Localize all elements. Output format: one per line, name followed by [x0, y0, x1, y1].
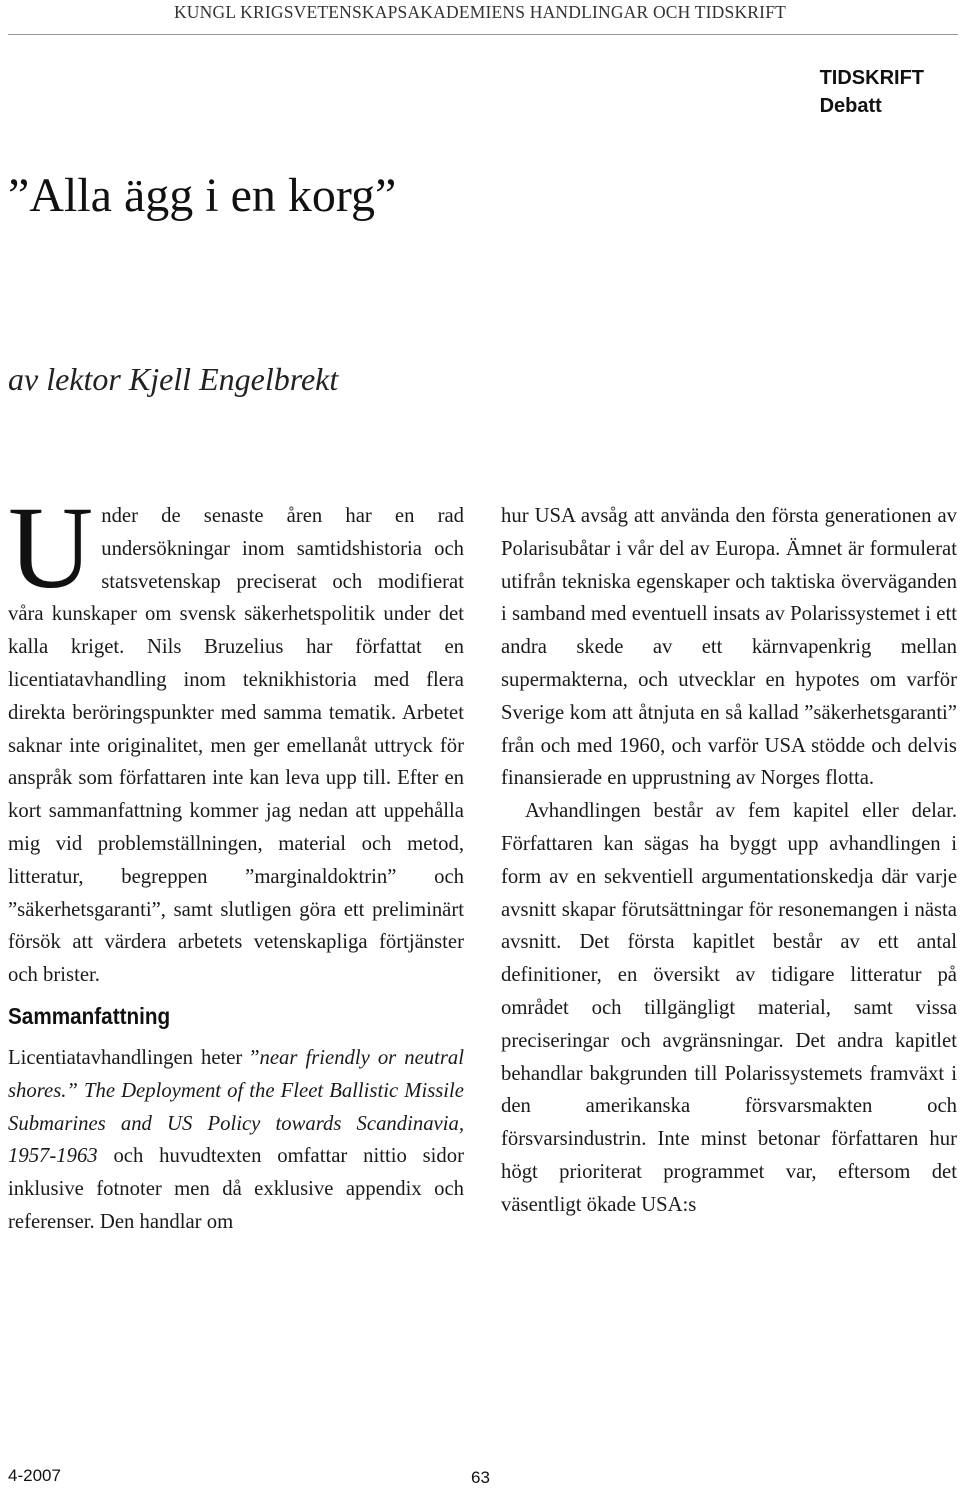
article-byline: av lektor Kjell Engelbrekt: [8, 361, 339, 397]
drop-cap: U: [8, 482, 94, 613]
section-label: [820, 64, 924, 120]
body-paragraph-2: Avhandlingen består av fem kapitel eller delar. Författaren kan sägas ha byggt upp avhandlingen i form av en sekventiell argumentationskedja där varje avsnitt skapar förutsättningar för resonemangen i nästa avsnitt. Det första kapitlet består av ett antal definitioner, en översikt av tidigare litteratur på området och tillgängligt material, samt vissa preciseringar och avgränsningar. Det andra kapitlet behandlar bakgrunden till Polarissystemets framväxt i den amerikanska försvarsmakten och försvarsindustrin. Inte minst betonar författaren hur högt prioriterat programmet var, eftersom det väsentligt ökade USA:s: [501, 800, 957, 1216]
summary-paragraph: [8, 1042, 464, 1239]
section-label-primary: TIDSKRIFT: [819, 67, 924, 89]
column-left: [8, 482, 464, 1239]
issue-number: 4-2007: [8, 1466, 61, 1485]
summary-text-start: Licentiatavhandlingen heter ”: [8, 1046, 260, 1069]
body-paragraph-1: hur USA avsåg att använda den första generationen av Polarisubåtar i vår del av Europa. Ämnet är formulerat utifrån tekniska egenskaper och taktiska överväganden i samband med eventuell insats av Polarissystemet i ett andra skede av ett kärnvapenkrig mellan supermakterna, och utvecklar en hypotes om varför Sverige kom att åtnjuta en så kallad ”säkerhetsgaranti” från och med 1960, och varför USA stödde och delvis finansierade en upprustning av Norges flotta.: [501, 505, 957, 790]
column-right: [501, 500, 957, 1222]
article-title: ”Alla ägg i en korg”: [8, 169, 397, 222]
summary-text-end: och huvudtexten omfattar nittio sidor inklusive fotnoter men då exklusive appendix och referenser. Den handlar om: [8, 1145, 464, 1233]
header-rule: [8, 34, 958, 35]
thesis-title: near friendly or neutral shores.” The Deployment of the Fleet Ballistic Missile Submarines and US Policy towards Scandinavia, 1957-1963: [8, 1046, 464, 1168]
intro-text: nder de senaste åren har en rad undersökningar inom samtidshistoria och statsvetenskap preciserat och modifierat våra kunskaper om svensk säkerhetspolitik under det kalla kriget. Nils Bruzelius har författat en licentiatavhandling inom teknikhistoria med flera direkta beröringspunkter med samma tematik. Arbetet saknar inte originalitet, men ger emellanåt uttryck för anspråk som författaren inte kan leva upp till. Efter en kort sammanfattning kommer jag nedan att uppehålla mig vid problemställningen, material och metod, litteratur, begreppen ”marginaldoktrin” och ”säkerhetsgaranti”, samt slutligen göra ett preliminärt försök att värdera arbetets vetenskapliga förtjänster och brister.: [8, 505, 464, 987]
section-label-secondary: Debatt: [819, 95, 882, 117]
section-heading: Sammanfattning: [8, 1002, 171, 1029]
intro-paragraph: [8, 482, 464, 992]
page-number: 63: [471, 1468, 490, 1487]
running-head: KUNGL KRIGSVETENSKAPSAKADEMIENS HANDLINGAR OCH TIDSKRIFT: [173, 2, 787, 22]
